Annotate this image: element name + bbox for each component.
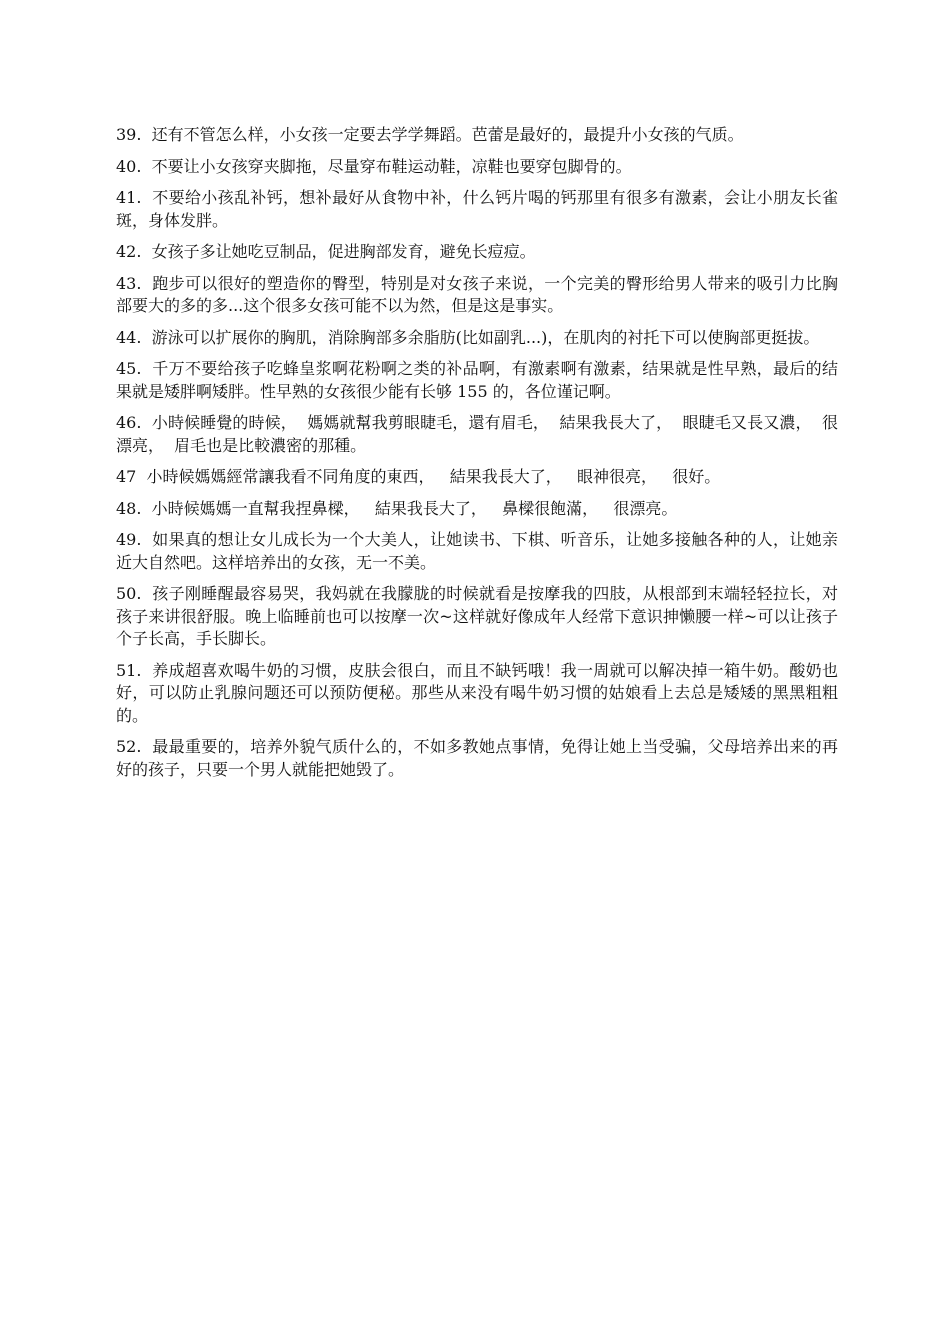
list-item-51: 51. 养成超喜欢喝牛奶的习惯，皮肤会很白，而且不缺钙哦！我一周就可以解决掉一箱牛奶。酸奶也好，可以防止乳腺问题还可以预防便秘。那些从来没有喝牛奶习惯的姑娘看上去总是矮矮的黑黑粗粗的。 [116,660,838,725]
list-item-49: 49. 如果真的想让女儿成长为一个大美人，让她读书、下棋、听音乐，让她多接触各种的人，让她亲近大自然吧。这样培养出的女孩，无一不美。 [116,530,838,572]
list-item-52: 52. 最最重要的，培养外貌气质什么的，不如多教她点事情，免得让她上当受骗，父母培养出来的再好的孩子，只要一个男人就能把她毁了。 [116,737,838,779]
list-item-50: 50. 孩子刚睡醒最容易哭，我妈就在我朦胧的时候就看是按摩我的四肢，从根部到末端轻轻拉长，对孩子来讲很舒服。晚上临睡前也可以按摩一次~这样就好像成年人经常下意识抻懒腰一样~可以让孩子个子长高，手长脚长。 [116,584,838,648]
list-item-45: 45. 千万不要给孩子吃蜂皇浆啊花粉啊之类的补品啊，有激素啊有激素，结果就是性早熟，最后的结果就是矮胖啊矮胖。性早熟的女孩很少能有长够 155 的，各位谨记啊。 [116,359,838,401]
document-body [116,124,838,790]
list-item-41: 41. 不要给小孩乱补钙，想补最好从食物中补，什么钙片喝的钙那里有很多有激素，会让小朋友长雀斑，身体发胖。 [116,188,838,230]
list-item-39: 39. 还有不管怎么样，小女孩一定要去学学舞蹈。芭蕾是最好的，最提升小女孩的气质。 [116,125,744,144]
list-item-48: 48. 小時候媽媽一直幫我捏鼻樑， 結果我長大了， 鼻樑很飽滿， 很漂亮。 [116,498,678,518]
list-item-47: 47 小時候媽媽經常讓我看不同角度的東西， 結果我長大了， 眼神很亮， 很好。 [116,467,721,486]
list-item-43: 43. 跑步可以很好的塑造你的臀型，特别是对女孩子来说，一个完美的臀形给男人带来的吸引力比胸部要大的多的多...这个很多女孩可能不以为然，但是这是事实。 [116,273,838,315]
list-item-46: 46. 小時候睡覺的時候， 媽媽就幫我剪眼睫毛，還有眉毛， 結果我長大了， 眼睫毛又長又濃， 很漂亮， 眉毛也是比較濃密的那種。 [116,413,838,455]
list-item-42: 42. 女孩子多让她吃豆制品，促进胸部发育，避免长痘痘。 [116,242,536,261]
list-item-40: 40. 不要让小女孩穿夹脚拖，尽量穿布鞋运动鞋，凉鞋也要穿包脚骨的。 [116,156,632,176]
list-item-44: 44. 游泳可以扩展你的胸肌，消除胸部多余脂肪(比如副乳...)，在肌肉的衬托下可以使胸部更挺拔。 [116,327,820,347]
